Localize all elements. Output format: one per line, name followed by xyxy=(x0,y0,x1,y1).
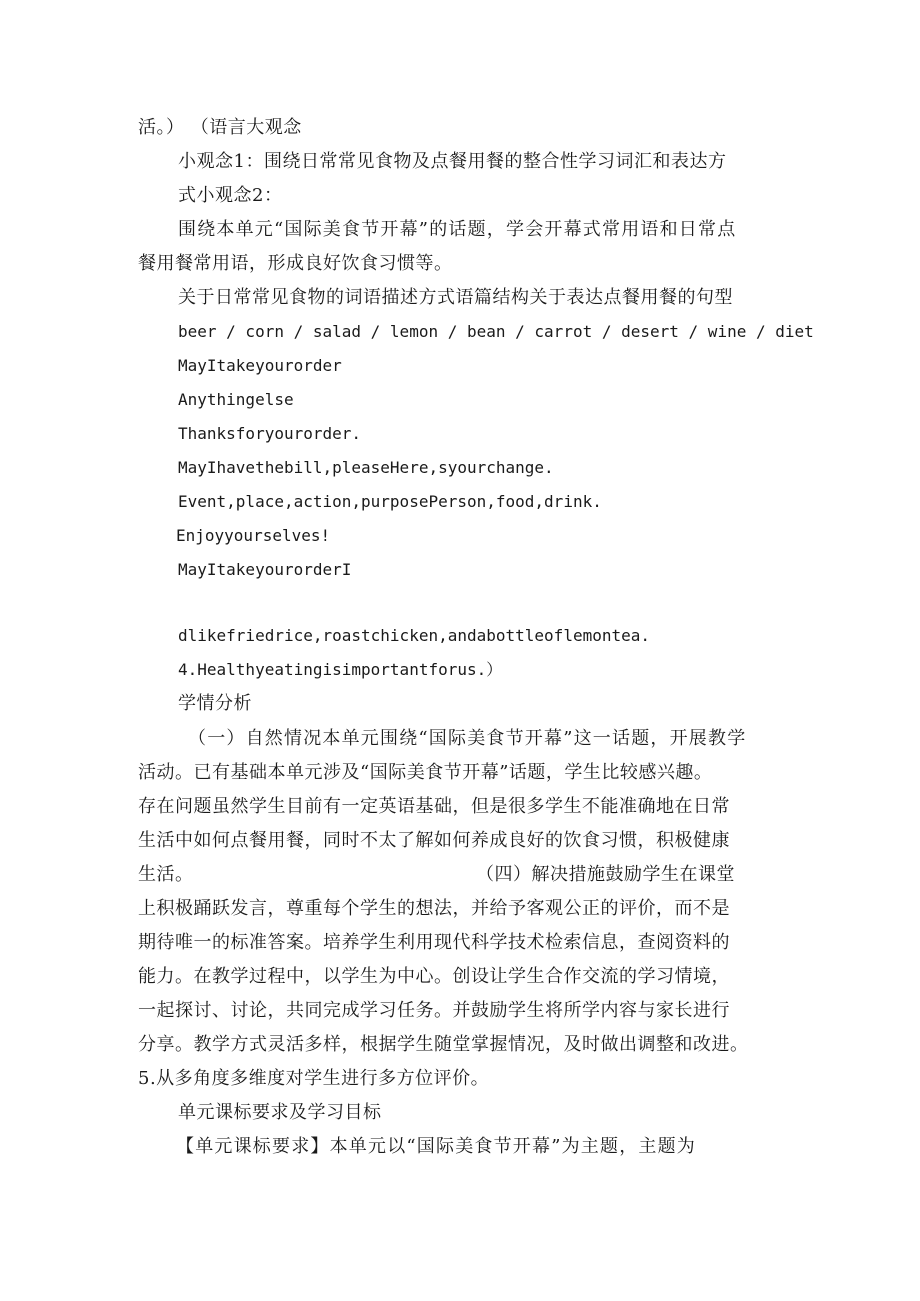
sentence-line: 4.Healthyeatingisimportantforus.） xyxy=(178,660,503,679)
text-line: 围绕本单元“国际美食节开幕”的话题，学会开幕式常用语和日常点 xyxy=(178,219,737,240)
vocabulary-line: beer / corn / salad / lemon / bean / carrot / desert / wine / diet xyxy=(178,322,814,341)
text-line: 活。） （语言大观念 xyxy=(138,117,302,138)
text-line: 活动。已有基础本单元涉及“国际美食节开幕”话题，学生比较感兴趣。 xyxy=(138,762,713,783)
text-line: （一）自然情况本单元围绕“国际美食节开幕”这一话题，开展教学 xyxy=(188,728,747,749)
text-line: 5.从多角度多维度对学生进行多方位评价。 xyxy=(138,1068,490,1089)
text-line: 分享。教学方式灵活多样，根据学生随堂掌握情况，及时做出调整和改进。 xyxy=(138,1034,749,1055)
sentence-line: MayItakeyourorderI xyxy=(178,560,352,579)
text-line: 【单元课标要求】本单元以“国际美食节开幕”为主题，主题为 xyxy=(176,1136,697,1157)
sentence-line: MayIhavethebill,pleaseHere,syourchange. xyxy=(178,458,554,477)
sentence-line: Event,place,action,purposePerson,food,drink. xyxy=(178,492,602,511)
text-line: 关于日常常见食物的词语描述方式语篇结构关于表达点餐用餐的句型 xyxy=(178,287,733,308)
section-heading: 学情分析 xyxy=(178,693,252,714)
text-line: （四）解决措施鼓励学生在课堂 xyxy=(476,864,735,885)
sentence-line: Thanksforyourorder. xyxy=(178,424,362,443)
text-line: 存在问题虽然学生目前有一定英语基础，但是很多学生不能准确地在日常 xyxy=(138,796,730,817)
text-line: 式小观念2： xyxy=(178,185,283,206)
text-line: 生活中如何点餐用餐，同时不太了解如何养成良好的饮食习惯，积极健康 xyxy=(138,830,730,851)
text-line: 一起探讨、讨论，共同完成学习任务。并鼓励学生将所学内容与家长进行 xyxy=(138,1000,730,1021)
text-line: 能力。在教学过程中，以学生为中心。创设让学生合作交流的学习情境， xyxy=(138,966,730,987)
sentence-line: Enjoyyourselves! xyxy=(176,526,331,545)
sentence-line: MayItakeyourorder xyxy=(178,356,342,375)
sentence-line: Anythingelse xyxy=(178,390,294,409)
sentence-line: dlikefriedrice,roastchicken,andabottleoflemontea. xyxy=(178,626,651,645)
text-line: 小观念1：围绕日常常见食物及点餐用餐的整合性学习词汇和表达方 xyxy=(178,151,727,172)
section-heading: 单元课标要求及学习目标 xyxy=(178,1102,382,1123)
text-line: 餐用餐常用语，形成良好饮食习惯等。 xyxy=(138,253,453,274)
text-line: 期待唯一的标准答案。培养学生利用现代科学技术检索信息，查阅资料的 xyxy=(138,932,730,953)
text-line: 生活。 xyxy=(138,864,194,885)
text-line: 上积极踊跃发言，尊重每个学生的想法，并给予客观公正的评价，而不是 xyxy=(138,898,730,919)
